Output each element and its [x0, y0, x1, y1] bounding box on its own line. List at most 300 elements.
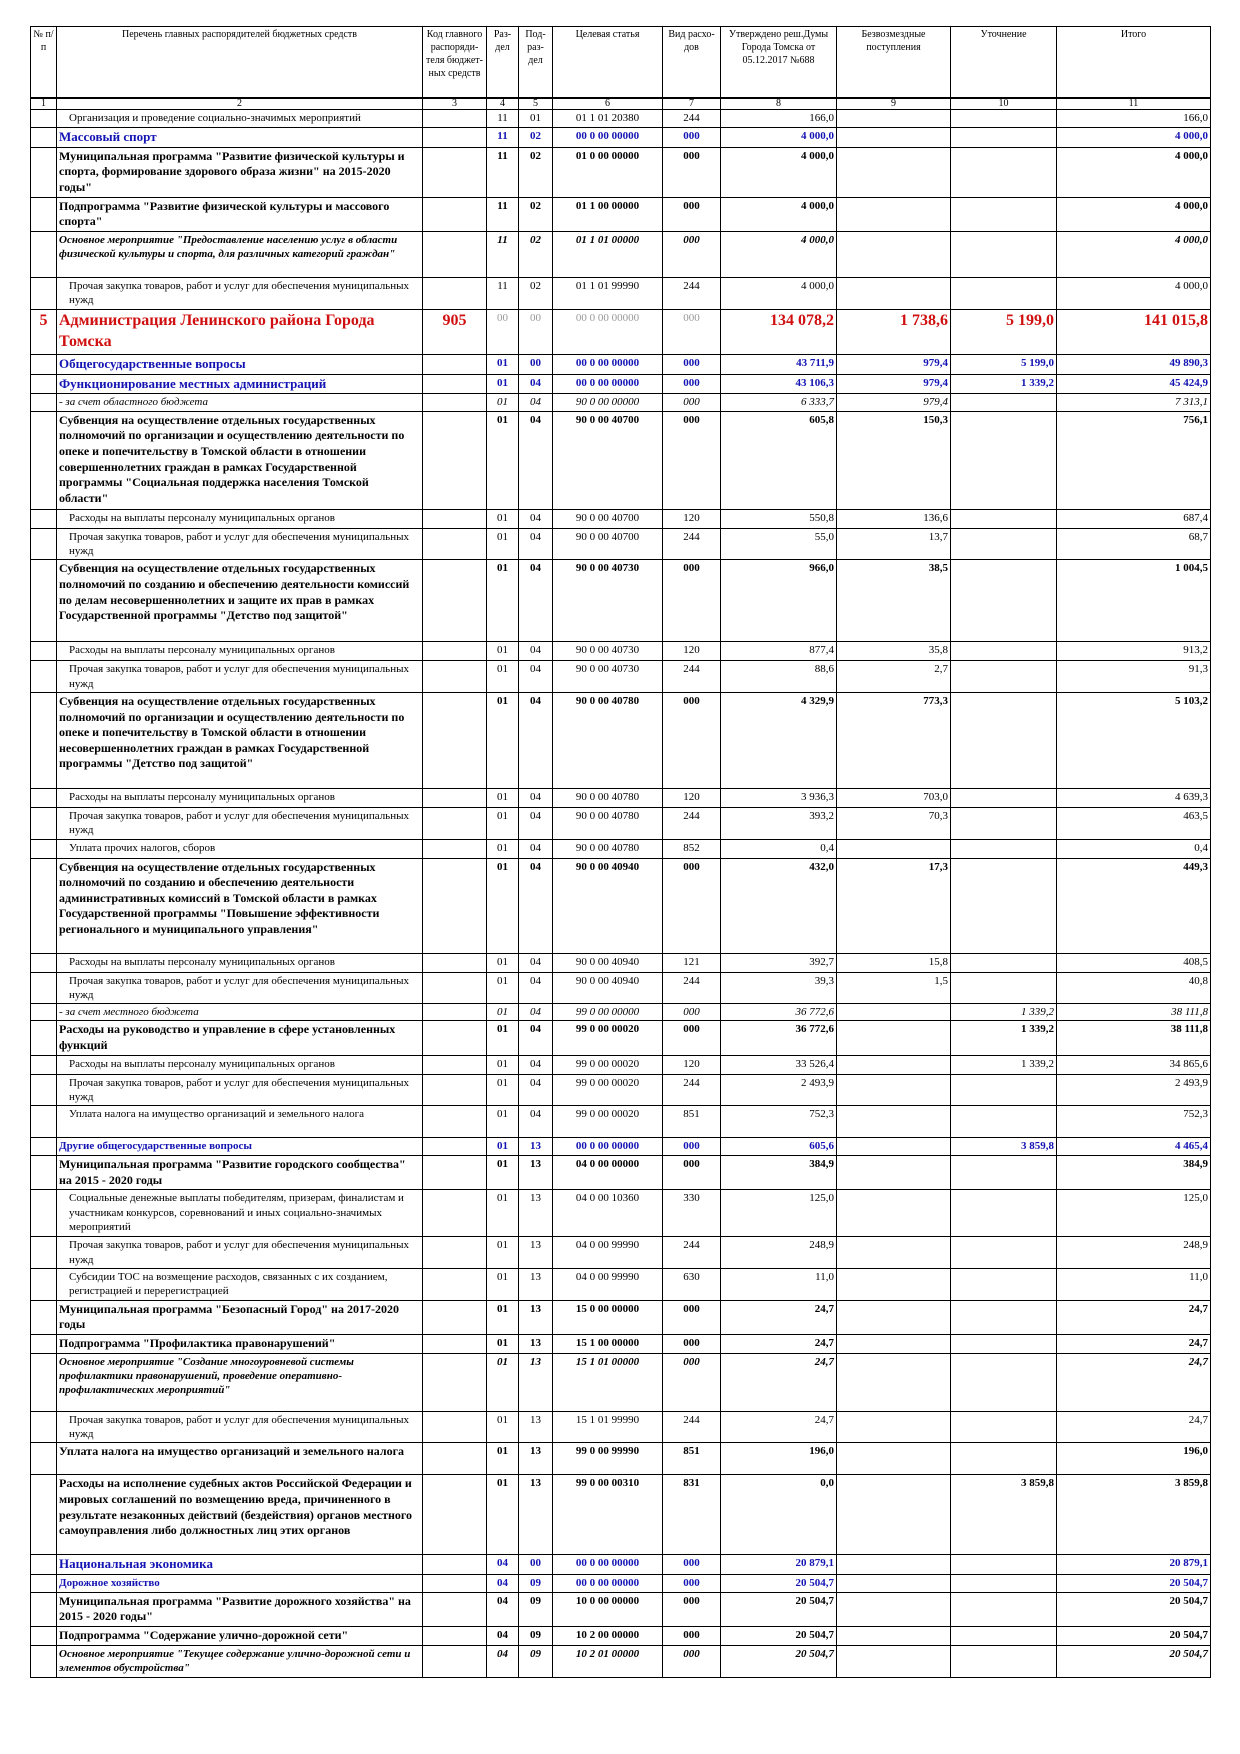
- row-razdel: 01: [487, 560, 519, 642]
- row-podrazdel: 13: [519, 1411, 553, 1443]
- row-code: [423, 807, 487, 839]
- row-gratuitous: [837, 1156, 951, 1190]
- row-razdel: 01: [487, 788, 519, 807]
- table-row: [31, 310, 1211, 355]
- row-refinement: 3 859,8: [951, 1475, 1057, 1555]
- row-approved: 88,6: [721, 661, 837, 693]
- row-number: [31, 972, 57, 1004]
- row-total: 4 465,4: [1057, 1138, 1211, 1156]
- row-name: Организация и проведение социально-значимых мероприятий: [57, 110, 423, 128]
- row-refinement: [951, 394, 1057, 411]
- row-code: [423, 1575, 487, 1592]
- row-refinement: [951, 953, 1057, 972]
- row-razdel: 04: [487, 1575, 519, 1592]
- row-expense-type: 630: [663, 1268, 721, 1300]
- row-expense-type: 000: [663, 1138, 721, 1156]
- row-gratuitous: [837, 1004, 951, 1021]
- row-refinement: [951, 1237, 1057, 1269]
- row-refinement: 1 339,2: [951, 1021, 1057, 1055]
- row-name: Субвенция на осуществление отдельных государственных полномочий по организации и осуществлению деятельности по опеке и попечительству в Томской области в отношении совершеннолетних граждан в рамках Государственной программы "Социальная поддержка населения Томской области": [57, 411, 423, 509]
- row-expense-type: 000: [663, 1555, 721, 1575]
- row-approved: 4 000,0: [721, 232, 837, 278]
- row-approved: 966,0: [721, 560, 837, 642]
- row-podrazdel: 13: [519, 1300, 553, 1334]
- row-name: Субсидии ТОС на возмещение расходов, связанных с их созданием, регистрацией и перерегистрацией: [57, 1268, 423, 1300]
- row-approved: 6 333,7: [721, 394, 837, 411]
- row-approved: 166,0: [721, 110, 837, 128]
- row-total: 687,4: [1057, 509, 1211, 528]
- row-name: Субвенция на осуществление отдельных государственных полномочий по созданию и обеспечению деятельности комиссий по делам несовершеннолетних и защите их прав в рамках Государственной программы "Детство под защитой": [57, 560, 423, 642]
- table-row: [31, 1004, 1211, 1021]
- row-refinement: [951, 411, 1057, 509]
- table-row: [31, 661, 1211, 693]
- row-podrazdel: 04: [519, 1021, 553, 1055]
- row-podrazdel: 04: [519, 807, 553, 839]
- row-target-article: 90 0 00 40730: [553, 661, 663, 693]
- row-approved: 24,7: [721, 1334, 837, 1353]
- row-approved: 877,4: [721, 642, 837, 661]
- table-row: [31, 128, 1211, 148]
- table-row: [31, 1475, 1211, 1555]
- row-approved: 24,7: [721, 1300, 837, 1334]
- row-razdel: 04: [487, 1626, 519, 1645]
- row-total: 3 859,8: [1057, 1475, 1211, 1555]
- row-razdel: 11: [487, 128, 519, 148]
- row-podrazdel: 13: [519, 1237, 553, 1269]
- row-expense-type: 000: [663, 1300, 721, 1334]
- row-approved: 392,7: [721, 953, 837, 972]
- row-number: [31, 147, 57, 197]
- row-expense-type: 244: [663, 1411, 721, 1443]
- row-refinement: [951, 1300, 1057, 1334]
- header-podrazdel: Под-раз-дел: [519, 27, 553, 99]
- row-total: 913,2: [1057, 642, 1211, 661]
- row-total: 68,7: [1057, 528, 1211, 560]
- row-number: [31, 953, 57, 972]
- row-expense-type: 120: [663, 509, 721, 528]
- row-target-article: 90 0 00 40700: [553, 528, 663, 560]
- row-code: [423, 1555, 487, 1575]
- table-row: [31, 110, 1211, 128]
- table-row: [31, 354, 1211, 374]
- row-name: Уплата налога на имущество организаций и земельного налога: [57, 1443, 423, 1475]
- row-expense-type: 000: [663, 354, 721, 374]
- row-gratuitous: 15,8: [837, 953, 951, 972]
- row-approved: 393,2: [721, 807, 837, 839]
- table-row: [31, 394, 1211, 411]
- row-refinement: 5 199,0: [951, 310, 1057, 355]
- row-code: [423, 1300, 487, 1334]
- row-total: 756,1: [1057, 411, 1211, 509]
- row-number: [31, 858, 57, 953]
- row-podrazdel: 13: [519, 1475, 553, 1555]
- row-gratuitous: 150,3: [837, 411, 951, 509]
- row-refinement: [951, 642, 1057, 661]
- row-approved: 4 000,0: [721, 278, 837, 310]
- row-target-article: 99 0 00 99990: [553, 1443, 663, 1475]
- row-name: Прочая закупка товаров, работ и услуг для обеспечения муниципальных нужд: [57, 528, 423, 560]
- row-approved: 550,8: [721, 509, 837, 528]
- table-row: [31, 1443, 1211, 1475]
- row-podrazdel: 13: [519, 1334, 553, 1353]
- row-name: Прочая закупка товаров, работ и услуг для обеспечения муниципальных нужд: [57, 807, 423, 839]
- table-row: [31, 1138, 1211, 1156]
- colnum: 10: [951, 98, 1057, 110]
- row-target-article: 00 0 00 00000: [553, 374, 663, 394]
- row-name: Прочая закупка товаров, работ и услуг для обеспечения муниципальных нужд: [57, 1411, 423, 1443]
- table-row: [31, 1592, 1211, 1626]
- row-number: [31, 661, 57, 693]
- table-row: [31, 1106, 1211, 1138]
- row-number: [31, 1555, 57, 1575]
- row-gratuitous: [837, 1575, 951, 1592]
- row-number: [31, 1443, 57, 1475]
- table-row: [31, 1021, 1211, 1055]
- row-refinement: [951, 1626, 1057, 1645]
- row-number: [31, 411, 57, 509]
- row-target-article: 15 1 01 00000: [553, 1353, 663, 1411]
- row-number: [31, 1626, 57, 1645]
- row-refinement: [951, 278, 1057, 310]
- row-code: [423, 354, 487, 374]
- row-target-article: 00 0 00 00000: [553, 128, 663, 148]
- row-expense-type: 000: [663, 1021, 721, 1055]
- row-total: 449,3: [1057, 858, 1211, 953]
- table-row: [31, 1411, 1211, 1443]
- row-total: 20 504,7: [1057, 1575, 1211, 1592]
- table-row: [31, 1156, 1211, 1190]
- row-target-article: 10 2 01 00000: [553, 1645, 663, 1677]
- table-row: [31, 411, 1211, 509]
- colnum: 3: [423, 98, 487, 110]
- row-total: 463,5: [1057, 807, 1211, 839]
- row-name: Основное мероприятие "Текущее содержание улично-дорожной сети и элементов обустройства": [57, 1645, 423, 1677]
- row-code: [423, 839, 487, 858]
- row-approved: 384,9: [721, 1156, 837, 1190]
- row-number: [31, 1055, 57, 1074]
- row-gratuitous: [837, 278, 951, 310]
- row-podrazdel: 09: [519, 1626, 553, 1645]
- row-number: [31, 1300, 57, 1334]
- row-razdel: 01: [487, 692, 519, 788]
- row-podrazdel: 04: [519, 661, 553, 693]
- row-refinement: [951, 1156, 1057, 1190]
- row-target-article: 15 1 01 99990: [553, 1411, 663, 1443]
- row-razdel: 11: [487, 197, 519, 231]
- row-refinement: [951, 110, 1057, 128]
- row-razdel: 01: [487, 1055, 519, 1074]
- row-total: 125,0: [1057, 1190, 1211, 1237]
- row-expense-type: 000: [663, 232, 721, 278]
- table-row: [31, 953, 1211, 972]
- row-name: Общегосударственные вопросы: [57, 354, 423, 374]
- row-total: 45 424,9: [1057, 374, 1211, 394]
- table-row: [31, 1645, 1211, 1677]
- row-approved: 605,8: [721, 411, 837, 509]
- row-total: 20 879,1: [1057, 1555, 1211, 1575]
- row-code: [423, 147, 487, 197]
- row-podrazdel: 04: [519, 1074, 553, 1106]
- row-name: Прочая закупка товаров, работ и услуг для обеспечения муниципальных нужд: [57, 278, 423, 310]
- row-total: 91,3: [1057, 661, 1211, 693]
- row-number: [31, 1645, 57, 1677]
- row-approved: 20 504,7: [721, 1645, 837, 1677]
- row-target-article: 99 0 00 00020: [553, 1021, 663, 1055]
- row-target-article: 01 1 01 20380: [553, 110, 663, 128]
- row-podrazdel: 04: [519, 953, 553, 972]
- row-number: [31, 807, 57, 839]
- row-target-article: 00 0 00 00000: [553, 1138, 663, 1156]
- row-refinement: 1 339,2: [951, 374, 1057, 394]
- row-target-article: 90 0 00 40780: [553, 692, 663, 788]
- row-code: [423, 1353, 487, 1411]
- row-approved: 43 106,3: [721, 374, 837, 394]
- header-num: № п/п: [31, 27, 57, 99]
- row-target-article: 10 2 00 00000: [553, 1626, 663, 1645]
- row-number: [31, 1106, 57, 1138]
- row-refinement: [951, 509, 1057, 528]
- row-code: [423, 858, 487, 953]
- row-target-article: 90 0 00 40700: [553, 509, 663, 528]
- row-gratuitous: [837, 839, 951, 858]
- row-refinement: [951, 788, 1057, 807]
- row-target-article: 04 0 00 99990: [553, 1237, 663, 1269]
- row-approved: 36 772,6: [721, 1004, 837, 1021]
- row-code: [423, 1106, 487, 1138]
- colnum: 11: [1057, 98, 1211, 110]
- row-name: - за счет местного бюджета: [57, 1004, 423, 1021]
- row-gratuitous: [837, 1475, 951, 1555]
- row-gratuitous: 1,5: [837, 972, 951, 1004]
- row-gratuitous: 38,5: [837, 560, 951, 642]
- row-approved: 24,7: [721, 1353, 837, 1411]
- row-refinement: [951, 128, 1057, 148]
- row-razdel: 01: [487, 1138, 519, 1156]
- row-total: 1 004,5: [1057, 560, 1211, 642]
- row-number: 5: [31, 310, 57, 355]
- row-name: Муниципальная программа "Развитие дорожного хозяйства" на 2015 - 2020 годы": [57, 1592, 423, 1626]
- row-target-article: 10 0 00 00000: [553, 1592, 663, 1626]
- row-refinement: [951, 147, 1057, 197]
- row-razdel: 01: [487, 953, 519, 972]
- row-target-article: 04 0 00 99990: [553, 1268, 663, 1300]
- row-expense-type: 000: [663, 197, 721, 231]
- row-name: Расходы на выплаты персоналу муниципальных органов: [57, 642, 423, 661]
- row-expense-type: 244: [663, 807, 721, 839]
- row-code: [423, 394, 487, 411]
- row-name: Основное мероприятие "Предоставление населению услуг в области физической культуры и спорта, для различных категорий граждан": [57, 232, 423, 278]
- row-code: [423, 1475, 487, 1555]
- row-refinement: [951, 528, 1057, 560]
- row-gratuitous: [837, 1443, 951, 1475]
- row-total: 4 000,0: [1057, 278, 1211, 310]
- table-row: [31, 788, 1211, 807]
- row-target-article: 99 0 00 00020: [553, 1055, 663, 1074]
- row-number: [31, 1575, 57, 1592]
- row-approved: 20 504,7: [721, 1592, 837, 1626]
- row-name: Администрация Ленинского района Города Томска: [57, 310, 423, 355]
- row-code: [423, 1021, 487, 1055]
- row-razdel: 01: [487, 839, 519, 858]
- row-gratuitous: [837, 1555, 951, 1575]
- row-code: [423, 1074, 487, 1106]
- row-name: Функционирование местных администраций: [57, 374, 423, 394]
- row-podrazdel: 00: [519, 1555, 553, 1575]
- row-approved: 39,3: [721, 972, 837, 1004]
- row-expense-type: 000: [663, 128, 721, 148]
- row-expense-type: 000: [663, 1592, 721, 1626]
- row-razdel: 11: [487, 147, 519, 197]
- row-refinement: [951, 1190, 1057, 1237]
- row-name: Субвенция на осуществление отдельных государственных полномочий по организации и осуществлению деятельности по опеке и попечительству в Томской области в отношении несовершеннолетних граждан в рамках Государственной программы "Детство под защитой": [57, 692, 423, 788]
- row-code: [423, 1004, 487, 1021]
- row-gratuitous: [837, 1592, 951, 1626]
- row-expense-type: 120: [663, 788, 721, 807]
- table-row: [31, 839, 1211, 858]
- row-total: 38 111,8: [1057, 1021, 1211, 1055]
- row-code: [423, 1626, 487, 1645]
- table-row: [31, 374, 1211, 394]
- row-gratuitous: [837, 1237, 951, 1269]
- row-approved: 0,4: [721, 839, 837, 858]
- row-refinement: [951, 232, 1057, 278]
- row-expense-type: 244: [663, 661, 721, 693]
- row-razdel: 01: [487, 858, 519, 953]
- row-gratuitous: 1 738,6: [837, 310, 951, 355]
- row-refinement: 1 339,2: [951, 1004, 1057, 1021]
- row-code: [423, 661, 487, 693]
- row-number: [31, 374, 57, 394]
- row-expense-type: 831: [663, 1475, 721, 1555]
- row-code: [423, 1190, 487, 1237]
- row-approved: 20 504,7: [721, 1626, 837, 1645]
- row-podrazdel: 13: [519, 1443, 553, 1475]
- row-approved: 4 000,0: [721, 147, 837, 197]
- row-total: 141 015,8: [1057, 310, 1211, 355]
- table-row: [31, 1074, 1211, 1106]
- row-razdel: 01: [487, 1411, 519, 1443]
- row-gratuitous: 979,4: [837, 374, 951, 394]
- row-refinement: [951, 1411, 1057, 1443]
- header-expense-type: Вид расхо-дов: [663, 27, 721, 99]
- row-razdel: 01: [487, 1074, 519, 1106]
- row-total: 752,3: [1057, 1106, 1211, 1138]
- row-razdel: 01: [487, 1334, 519, 1353]
- row-target-article: 99 0 00 00020: [553, 1074, 663, 1106]
- row-gratuitous: [837, 1411, 951, 1443]
- row-gratuitous: [837, 110, 951, 128]
- row-target-article: 00 0 00 00000: [553, 310, 663, 355]
- row-podrazdel: 04: [519, 858, 553, 953]
- table-row: [31, 560, 1211, 642]
- row-podrazdel: 13: [519, 1190, 553, 1237]
- row-approved: 752,3: [721, 1106, 837, 1138]
- row-refinement: [951, 858, 1057, 953]
- row-razdel: 01: [487, 661, 519, 693]
- row-podrazdel: 04: [519, 394, 553, 411]
- row-total: 0,4: [1057, 839, 1211, 858]
- row-total: 34 865,6: [1057, 1055, 1211, 1074]
- row-expense-type: 244: [663, 278, 721, 310]
- row-target-article: 01 1 01 00000: [553, 232, 663, 278]
- row-podrazdel: 09: [519, 1645, 553, 1677]
- row-gratuitous: [837, 147, 951, 197]
- row-number: [31, 232, 57, 278]
- row-total: 2 493,9: [1057, 1074, 1211, 1106]
- row-expense-type: 000: [663, 692, 721, 788]
- row-total: 40,8: [1057, 972, 1211, 1004]
- row-razdel: 01: [487, 972, 519, 1004]
- row-target-article: 01 1 00 00000: [553, 197, 663, 231]
- row-podrazdel: 01: [519, 110, 553, 128]
- row-expense-type: 244: [663, 972, 721, 1004]
- row-podrazdel: 04: [519, 692, 553, 788]
- row-number: [31, 509, 57, 528]
- row-number: [31, 1411, 57, 1443]
- row-name: Субвенция на осуществление отдельных государственных полномочий по созданию и обеспечению деятельности административных комиссий в Томской области в рамках Государственной программы "Повышение эффективности регионального и муниципального управления": [57, 858, 423, 953]
- row-number: [31, 1475, 57, 1555]
- row-total: 24,7: [1057, 1300, 1211, 1334]
- row-target-article: 90 0 00 40940: [553, 858, 663, 953]
- row-number: [31, 839, 57, 858]
- row-total: 11,0: [1057, 1268, 1211, 1300]
- row-razdel: 01: [487, 1353, 519, 1411]
- row-approved: 20 879,1: [721, 1555, 837, 1575]
- header-razdel: Раз-дел: [487, 27, 519, 99]
- row-approved: 11,0: [721, 1268, 837, 1300]
- row-code: [423, 1334, 487, 1353]
- row-name: Подпрограмма "Содержание улично-дорожной сети": [57, 1626, 423, 1645]
- row-gratuitous: 979,4: [837, 394, 951, 411]
- row-expense-type: 851: [663, 1443, 721, 1475]
- row-podrazdel: 04: [519, 560, 553, 642]
- row-approved: 4 329,9: [721, 692, 837, 788]
- row-expense-type: 244: [663, 528, 721, 560]
- row-razdel: 01: [487, 1021, 519, 1055]
- row-approved: 55,0: [721, 528, 837, 560]
- row-razdel: 04: [487, 1645, 519, 1677]
- row-total: 4 639,3: [1057, 788, 1211, 807]
- row-gratuitous: [837, 197, 951, 231]
- row-expense-type: 121: [663, 953, 721, 972]
- row-code: [423, 953, 487, 972]
- row-code: [423, 1411, 487, 1443]
- row-code: [423, 1237, 487, 1269]
- colnum: 4: [487, 98, 519, 110]
- row-gratuitous: [837, 1021, 951, 1055]
- row-total: 7 313,1: [1057, 394, 1211, 411]
- row-razdel: 01: [487, 1237, 519, 1269]
- row-approved: 36 772,6: [721, 1021, 837, 1055]
- row-target-article: 90 0 00 40780: [553, 839, 663, 858]
- row-number: [31, 692, 57, 788]
- row-gratuitous: 2,7: [837, 661, 951, 693]
- header-code: Код главного распоряди-теля бюджет-ных средств: [423, 27, 487, 99]
- row-refinement: [951, 1443, 1057, 1475]
- row-code: [423, 1055, 487, 1074]
- table-row: [31, 528, 1211, 560]
- row-expense-type: 000: [663, 394, 721, 411]
- table-row: [31, 1555, 1211, 1575]
- row-podrazdel: 02: [519, 278, 553, 310]
- row-gratuitous: 979,4: [837, 354, 951, 374]
- header-gratuitous: Безвозмездные поступления: [837, 27, 951, 99]
- row-code: [423, 972, 487, 1004]
- row-total: 20 504,7: [1057, 1645, 1211, 1677]
- row-gratuitous: 17,3: [837, 858, 951, 953]
- row-podrazdel: 04: [519, 788, 553, 807]
- row-approved: 196,0: [721, 1443, 837, 1475]
